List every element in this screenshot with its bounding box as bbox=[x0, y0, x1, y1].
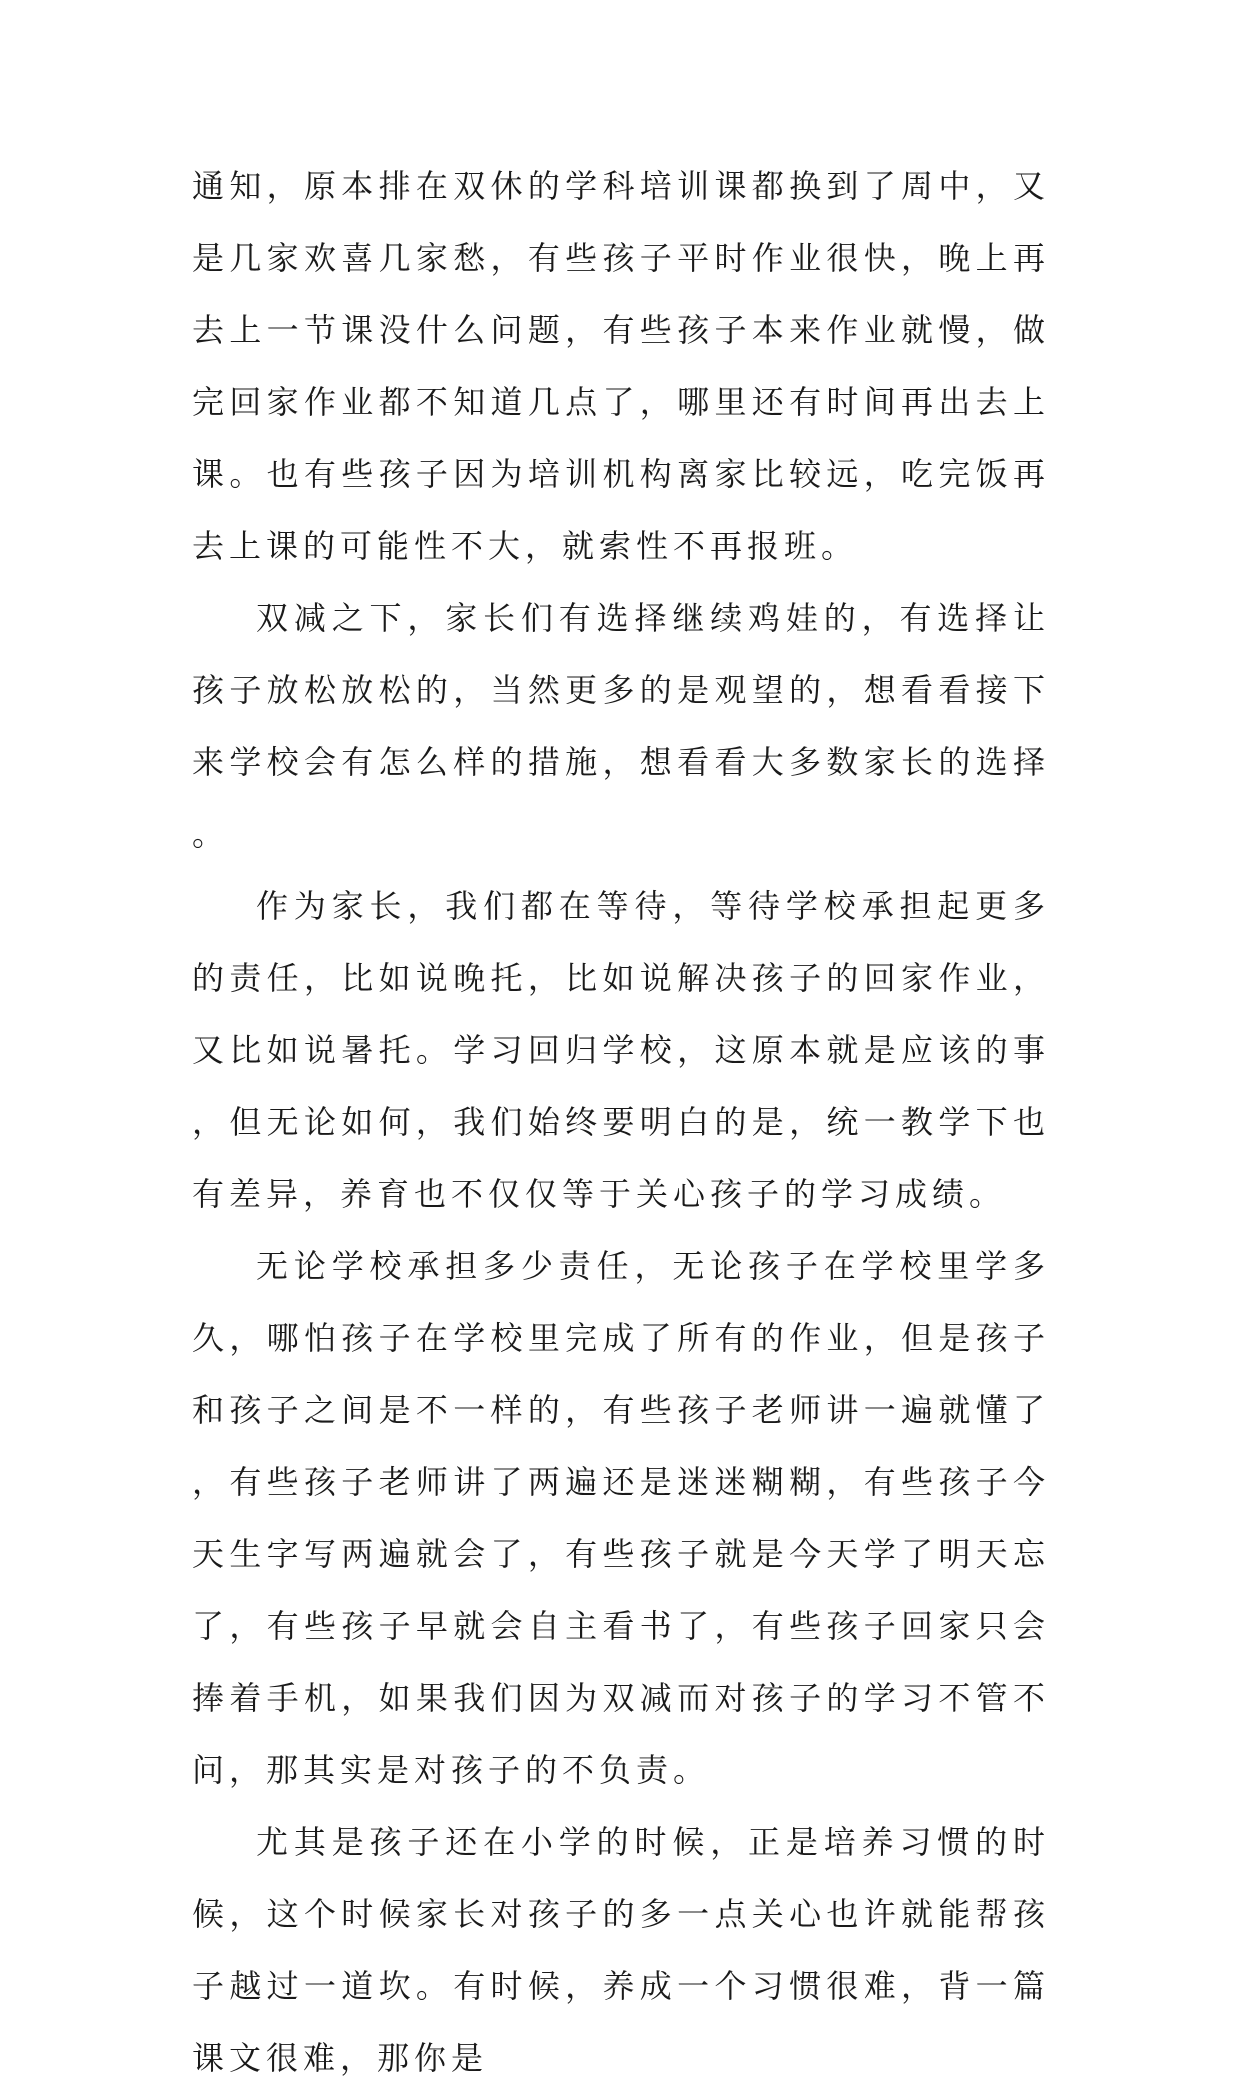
document-body bbox=[192, 150, 1050, 2094]
paragraph: 尤其是孩子还在小学的时候，正是培养习惯的时候，这个时候家长对孩子的多一点关心也许就能帮孩子越过一道坎。有时候，养成一个习惯很难，背一篇课文很难，那你是 bbox=[192, 1823, 1050, 2077]
paragraph: 无论学校承担多少责任，无论孩子在学校里学多久，哪怕孩子在学校里完成了所有的作业，但是孩子和孩子之间是不一样的，有些孩子老师讲一遍就懂了，有些孩子老师讲了两遍还是迷迷糊糊，有些孩子今天生字写两遍就会了，有些孩子就是今天学了明天忘了，有些孩子早就会自主看书了，有些孩子回家只会捧着手机，如果我们因为双减而对孩子的学习不管不问，那其实是对孩子的不负责。 bbox=[192, 1247, 1050, 1789]
paragraph-continued: 通知，原本排在双休的学科培训课都换到了周中，又是几家欢喜几家愁，有些孩子平时作业很快，晚上再去上一节课没什么问题，有些孩子本来作业就慢，做完回家作业都不知道几点了，哪里还有时间再出去上课。也有些孩子因为培训机构离家比较远，吃完饭再去上课的可能性不大，就索性不再报班。 bbox=[192, 167, 1050, 565]
paragraph: 双减之下，家长们有选择继续鸡娃的，有选择让孩子放松放松的，当然更多的是观望的，想看看接下来学校会有怎么样的措施，想看看大多数家长的选择。 bbox=[192, 599, 1050, 853]
paragraph: 作为家长，我们都在等待，等待学校承担起更多的责任，比如说晚托，比如说解决孩子的回家作业，又比如说暑托。学习回归学校，这原本就是应该的事，但无论如何，我们始终要明白的是，统一教学下也有差异，养育也不仅仅等于关心孩子的学习成绩。 bbox=[192, 887, 1050, 1213]
